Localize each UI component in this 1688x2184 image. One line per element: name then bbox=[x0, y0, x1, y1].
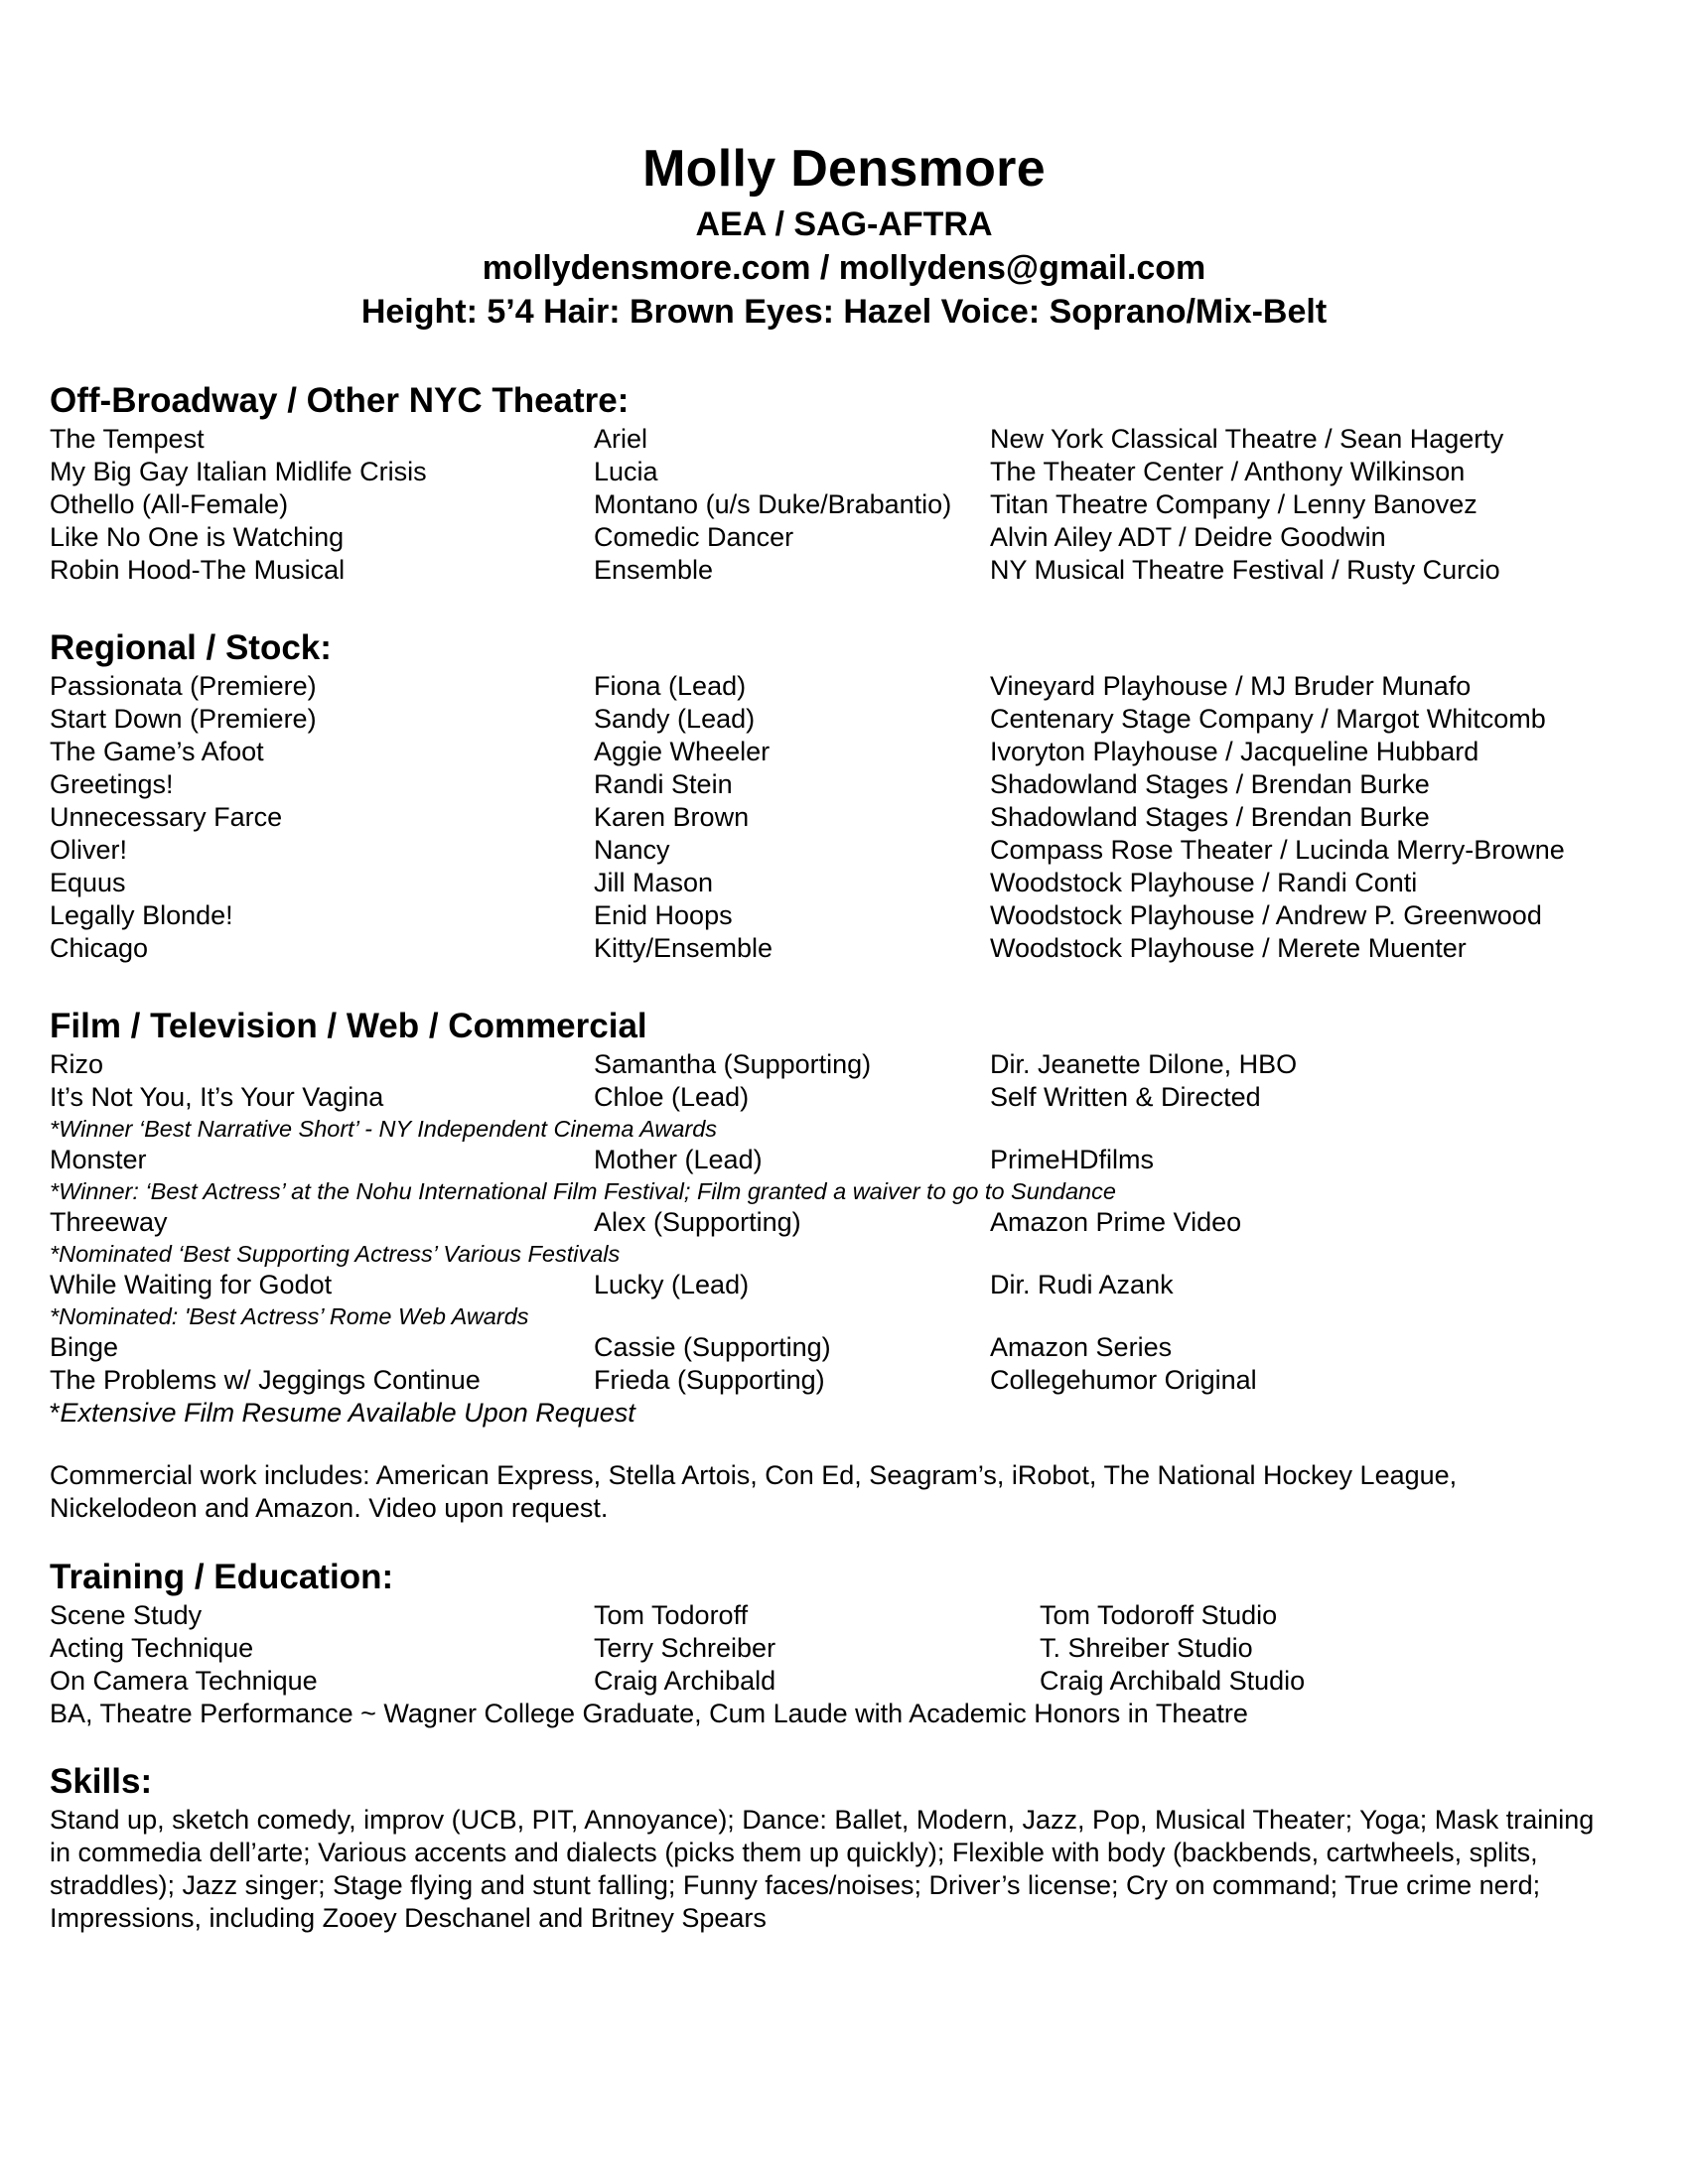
credit-row bbox=[50, 834, 1648, 867]
show-title: Monster bbox=[50, 1145, 147, 1174]
venue-director: Dir. Rudi Azank bbox=[990, 1270, 1174, 1299]
section-title: Regional / Stock: bbox=[50, 628, 332, 667]
class-name: Scene Study bbox=[50, 1600, 203, 1630]
role: Ensemble bbox=[594, 555, 714, 585]
show-title: The Game’s Afoot bbox=[50, 737, 264, 766]
venue-director: Amazon Series bbox=[990, 1332, 1173, 1362]
role: Randi Stein bbox=[594, 769, 733, 799]
studio: Craig Archibald Studio bbox=[1040, 1666, 1306, 1696]
role: Lucia bbox=[594, 457, 658, 486]
show-title: My Big Gay Italian Midlife Crisis bbox=[50, 457, 427, 486]
extensive-resume-text: Extensive Film Resume Available Upon Request bbox=[60, 1398, 635, 1428]
venue-director: Amazon Prime Video bbox=[990, 1207, 1242, 1237]
role: Frieda (Supporting) bbox=[594, 1365, 825, 1395]
show-title: It’s Not You, It’s Your Vagina bbox=[50, 1082, 384, 1112]
contact-line: mollydensmore.com / mollydens@gmail.com bbox=[482, 249, 1206, 287]
role: Comedic Dancer bbox=[594, 522, 794, 552]
venue-director: Compass Rose Theater / Lucinda Merry-Browne bbox=[990, 835, 1565, 865]
role: Karen Brown bbox=[594, 802, 750, 832]
asterisk: * bbox=[50, 1398, 61, 1428]
credit-row bbox=[50, 423, 1648, 456]
venue-director: Woodstock Playhouse / Merete Muenter bbox=[990, 933, 1467, 963]
role: Chloe (Lead) bbox=[594, 1082, 750, 1112]
venue-director: Titan Theatre Company / Lenny Banovez bbox=[990, 489, 1477, 519]
credit-row bbox=[50, 768, 1648, 801]
award-note: *Winner ‘Best Narrative Short’ - NY Independent Cinema Awards bbox=[50, 1116, 718, 1142]
credit-row bbox=[50, 899, 1648, 932]
role: Alex (Supporting) bbox=[594, 1207, 801, 1237]
venue-director: Alvin Ailey ADT / Deidre Goodwin bbox=[990, 522, 1386, 552]
credit-row bbox=[50, 521, 1648, 554]
venue-director: Vineyard Playhouse / MJ Bruder Munafo bbox=[990, 671, 1472, 701]
role: Fiona (Lead) bbox=[594, 671, 747, 701]
training-row bbox=[50, 1599, 1648, 1632]
show-title: Threeway bbox=[50, 1207, 168, 1237]
studio: T. Shreiber Studio bbox=[1040, 1633, 1253, 1663]
credit-row bbox=[50, 1206, 1648, 1239]
credit-row bbox=[50, 488, 1648, 521]
teacher: Tom Todoroff bbox=[594, 1600, 749, 1630]
role: Ariel bbox=[594, 424, 648, 454]
degree: BA, Theatre Performance ~ Wagner College Graduate, Cum Laude with Academic Honors in Theatre bbox=[50, 1699, 1248, 1728]
show-title: Binge bbox=[50, 1332, 119, 1362]
section-title: Training / Education: bbox=[50, 1558, 394, 1596]
credit-row bbox=[50, 1364, 1648, 1397]
credit-row bbox=[50, 867, 1648, 899]
section-title: Off-Broadway / Other NYC Theatre: bbox=[50, 381, 630, 420]
section-film-tv bbox=[50, 1005, 1648, 1525]
role: Samantha (Supporting) bbox=[594, 1049, 872, 1079]
degree-line bbox=[50, 1698, 1648, 1730]
class-name: On Camera Technique bbox=[50, 1666, 318, 1696]
venue-director: New York Classical Theatre / Sean Hagerty bbox=[990, 424, 1504, 454]
show-title: Greetings! bbox=[50, 769, 174, 799]
venue-director: Dir. Jeanette Dilone, HBO bbox=[990, 1049, 1298, 1079]
resume-header bbox=[0, 135, 1688, 334]
show-title: Equus bbox=[50, 868, 126, 897]
teacher: Craig Archibald bbox=[594, 1666, 776, 1696]
show-title: Chicago bbox=[50, 933, 149, 963]
venue-director: Shadowland Stages / Brendan Burke bbox=[990, 802, 1430, 832]
role: Kitty/Ensemble bbox=[594, 933, 774, 963]
show-title: Robin Hood-The Musical bbox=[50, 555, 346, 585]
resume-body bbox=[50, 379, 1648, 1935]
credit-row bbox=[50, 1269, 1648, 1301]
credit-row bbox=[50, 932, 1648, 965]
role: Enid Hoops bbox=[594, 900, 733, 930]
award-note: *Winner: ‘Best Actress’ at the Nohu International Film Festival; Film granted a waiver to go to Sundance bbox=[50, 1178, 1116, 1204]
show-title: Othello (All-Female) bbox=[50, 489, 289, 519]
venue-director: NY Musical Theatre Festival / Rusty Curcio bbox=[990, 555, 1500, 585]
show-title: Rizo bbox=[50, 1049, 104, 1079]
show-title: Passionata (Premiere) bbox=[50, 671, 317, 701]
teacher: Terry Schreiber bbox=[594, 1633, 776, 1663]
credit-row bbox=[50, 456, 1648, 488]
show-title: Start Down (Premiere) bbox=[50, 704, 317, 734]
show-title: Unnecessary Farce bbox=[50, 802, 283, 832]
section-title: Skills: bbox=[50, 1762, 153, 1801]
role: Jill Mason bbox=[594, 868, 714, 897]
commercial-work: Commercial work includes: American Express, Stella Artois, Con Ed, Seagram’s, iRobot, The National Hockey League, Nickelodeon and Amazon. Video upon request. bbox=[50, 1460, 1458, 1523]
training-row bbox=[50, 1665, 1648, 1698]
credit-row bbox=[50, 703, 1648, 736]
venue-director: Woodstock Playhouse / Randi Conti bbox=[990, 868, 1418, 897]
role: Montano (u/s Duke/Brabantio) bbox=[594, 489, 952, 519]
role: Mother (Lead) bbox=[594, 1145, 763, 1174]
class-name: Acting Technique bbox=[50, 1633, 254, 1663]
skills-text: Stand up, sketch comedy, improv (UCB, PIT, Annoyance); Dance: Ballet, Modern, Jazz, Pop, Musical Theater; Yoga; Mask training in commedia dell’arte; Various accents and dialects (picks them up quickly); Flexible with body (backbends, cartwheels, splits, straddles); Jazz singer; Stage flying and stunt falling; Funny faces/noises; Driver’s license; Cry on command; True crime nerd; Impressions, including Zooey Deschanel and Britney Spears bbox=[50, 1805, 1595, 1933]
role: Cassie (Supporting) bbox=[594, 1332, 831, 1362]
show-title: While Waiting for Godot bbox=[50, 1270, 333, 1299]
section-regional-stock bbox=[50, 626, 1648, 965]
award-note: *Nominated: 'Best Actress’ Rome Web Awards bbox=[50, 1303, 529, 1329]
training-row bbox=[50, 1632, 1648, 1665]
award-note: *Nominated ‘Best Supporting Actress’ Various Festivals bbox=[50, 1241, 621, 1267]
credit-row bbox=[50, 554, 1648, 587]
credit-row bbox=[50, 736, 1648, 768]
venue-director: Shadowland Stages / Brendan Burke bbox=[990, 769, 1430, 799]
section-skills bbox=[50, 1760, 1648, 1935]
show-title: Legally Blonde! bbox=[50, 900, 233, 930]
venue-director: Woodstock Playhouse / Andrew P. Greenwood bbox=[990, 900, 1542, 930]
physical-stats: Height: 5’4 Hair: Brown Eyes: Hazel Voice: Soprano/Mix-Belt bbox=[360, 293, 1328, 331]
extensive-resume-note bbox=[50, 1397, 1648, 1430]
credit-row bbox=[50, 1048, 1648, 1081]
union-affiliations: AEA / SAG-AFTRA bbox=[695, 205, 993, 243]
show-title: Oliver! bbox=[50, 835, 128, 865]
section-off-broadway bbox=[50, 379, 1648, 587]
venue-director: Collegehumor Original bbox=[990, 1365, 1257, 1395]
venue-director: Centenary Stage Company / Margot Whitcomb bbox=[990, 704, 1546, 734]
role: Aggie Wheeler bbox=[594, 737, 771, 766]
credit-row bbox=[50, 670, 1648, 703]
venue-director: Self Written & Directed bbox=[990, 1082, 1261, 1112]
venue-director: The Theater Center / Anthony Wilkinson bbox=[990, 457, 1466, 486]
credit-row bbox=[50, 1331, 1648, 1364]
show-title: The Problems w/ Jeggings Continue bbox=[50, 1365, 481, 1395]
show-title: Like No One is Watching bbox=[50, 522, 345, 552]
studio: Tom Todoroff Studio bbox=[1040, 1600, 1278, 1630]
role: Lucky (Lead) bbox=[594, 1270, 750, 1299]
role: Sandy (Lead) bbox=[594, 704, 756, 734]
venue-director: PrimeHDfilms bbox=[990, 1145, 1154, 1174]
section-training bbox=[50, 1556, 1648, 1730]
credit-row bbox=[50, 801, 1648, 834]
actor-name: Molly Densmore bbox=[642, 140, 1046, 198]
credit-row bbox=[50, 1144, 1648, 1176]
section-title: Film / Television / Web / Commercial bbox=[50, 1007, 647, 1045]
venue-director: Ivoryton Playhouse / Jacqueline Hubbard bbox=[990, 737, 1479, 766]
show-title: The Tempest bbox=[50, 424, 205, 454]
credit-row bbox=[50, 1081, 1648, 1114]
role: Nancy bbox=[594, 835, 670, 865]
